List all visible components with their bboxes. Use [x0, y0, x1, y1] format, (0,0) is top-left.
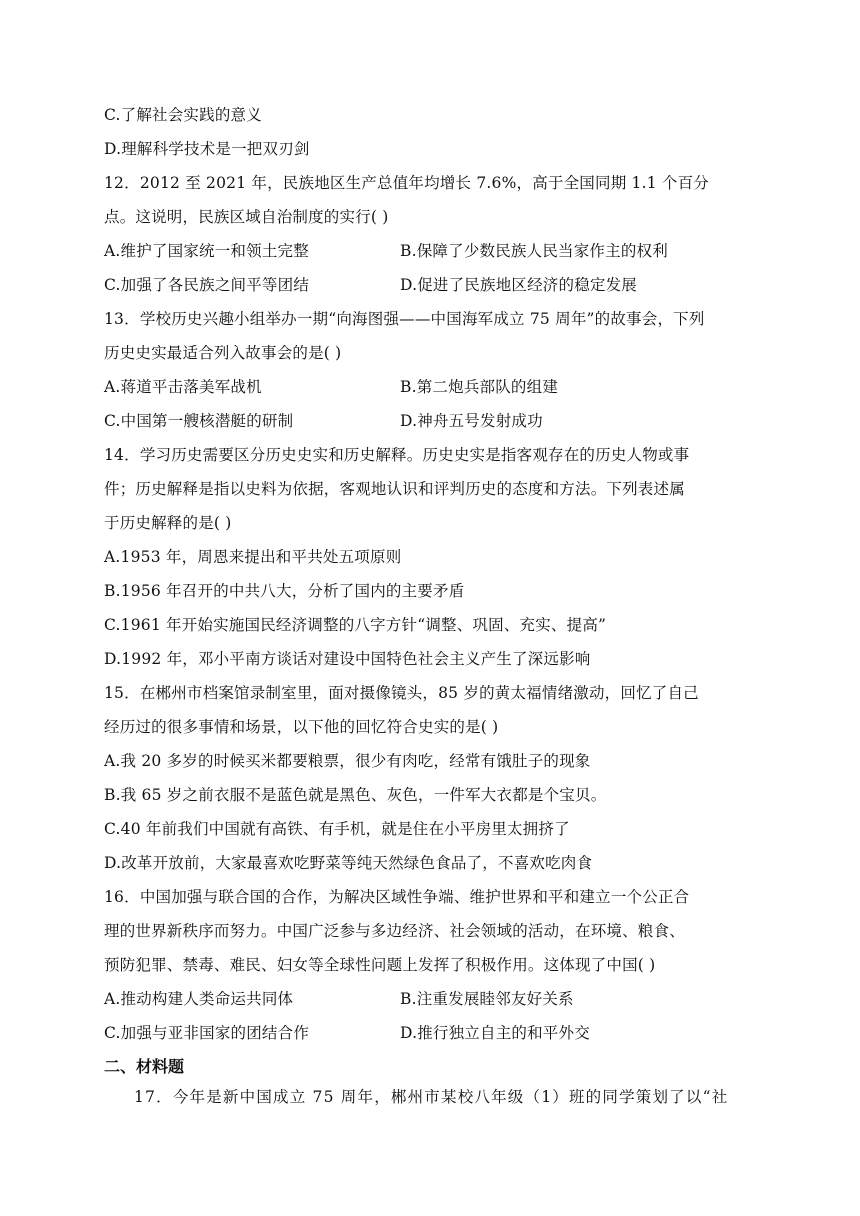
q16-option-a: A.推动构建人类命运共同体: [104, 990, 294, 1008]
q17-stem-line-1: 17．今年是新中国成立 75 周年，郴州市某校八年级（1）班的同学策划了以“社: [134, 1088, 729, 1106]
q16-stem-line-3: 预防犯罪、禁毒、难民、妇女等全球性问题上发挥了积极作用。这体现了中国( ): [104, 956, 656, 974]
q13-option-a: A.蒋道平击落美军战机: [104, 378, 262, 396]
q16-option-b: B.注重发展睦邻友好关系: [400, 990, 574, 1008]
q16-option-d: D.推行独立自主的和平外交: [400, 1024, 590, 1042]
q12-option-a: A.维护了国家统一和领土完整: [104, 242, 309, 260]
q15-stem-line-1: 15．在郴州市档案馆录制室里，面对摄像镜头，85 岁的黄太福情绪激动，回忆了自己: [104, 684, 699, 702]
q15-stem-line-2: 经历过的很多事情和场景，以下他的回忆符合史实的是( ): [104, 718, 499, 736]
q16-stem-line-1: 16．中国加强与联合国的合作，为解决区域性争端、维护世界和平和建立一个公正合: [104, 888, 690, 906]
q13-option-b: B.第二炮兵部队的组建: [400, 378, 559, 396]
q14-option-a: A.1953 年，周恩来提出和平共处五项原则: [104, 548, 402, 566]
q16-stem-line-2: 理的世界新秩序而努力。中国广泛参与多边经济、社会领域的活动，在环境、粮食、: [104, 922, 685, 940]
q13-options-row-2: [104, 404, 776, 438]
q13-option-c: C.中国第一艘核潜艇的研制: [104, 412, 294, 430]
q16-options-row-2: [104, 1016, 776, 1050]
q15-option-d: D.改革开放前，大家最喜欢吃野菜等纯天然绿色食品了，不喜欢吃肉食: [104, 854, 593, 872]
q12-option-c: C.加强了各民族之间平等团结: [104, 276, 310, 294]
q14-option-c: C.1961 年开始实施国民经济调整的八字方针“调整、巩固、充实、提高”: [104, 616, 607, 634]
q11-option-c: C.了解社会实践的意义: [104, 106, 262, 124]
q12-stem-line-2: 点。这说明，民族区域自治制度的实行( ): [104, 208, 389, 226]
q13-stem-line-1: 13．学校历史兴趣小组举办一期“向海图强——中国海军成立 75 周年”的故事会，下列: [104, 310, 705, 328]
q14-option-b: B.1956 年召开的中共八大，分析了国内的主要矛盾: [104, 582, 465, 600]
q16-options-row-1: [104, 982, 776, 1016]
q15-option-c: C.40 年前我们中国就有高铁、有手机，就是住在小平房里太拥挤了: [104, 820, 570, 838]
q12-options-row-2: [104, 268, 776, 302]
q16-option-c: C.加强与亚非国家的团结合作: [104, 1024, 310, 1042]
q13-stem-line-2: 历史史实最适合列入故事会的是( ): [104, 344, 342, 362]
exam-page: [104, 98, 776, 1112]
q12-options-row-1: [104, 234, 776, 268]
q14-stem-line-2: 件；历史解释是指以史料为依据，客观地认识和评判历史的态度和方法。下列表述属: [104, 480, 685, 498]
q12-option-b: B.保障了少数民族人民当家作主的权利: [400, 242, 668, 260]
q14-stem-line-3: 于历史解释的是( ): [104, 514, 232, 532]
q14-stem-line-1: 14．学习历史需要区分历史史实和历史解释。历史史实是指客观存在的历史人物或事: [104, 446, 690, 464]
q11-option-d: D.理解科学技术是一把双刃剑: [104, 140, 310, 158]
q12-stem-line-1: 12．2012 至 2021 年，民族地区生产总值年均增长 7.6%，高于全国同期 1.1 个百分: [104, 174, 710, 192]
q13-options-row-1: [104, 370, 776, 404]
section-heading-materials: 二、材料题: [104, 1057, 185, 1076]
q13-option-d: D.神舟五号发射成功: [400, 412, 543, 430]
q15-option-b: B.我 65 岁之前衣服不是蓝色就是黑色、灰色，一件军大衣都是个宝贝。: [104, 786, 607, 804]
q14-option-d: D.1992 年，邓小平南方谈话对建设中国特色社会主义产生了深远影响: [104, 650, 591, 668]
q15-option-a: A.我 20 多岁的时候买米都要粮票，很少有肉吃，经常有饿肚子的现象: [104, 752, 591, 770]
q12-option-d: D.促进了民族地区经济的稳定发展: [400, 276, 638, 294]
